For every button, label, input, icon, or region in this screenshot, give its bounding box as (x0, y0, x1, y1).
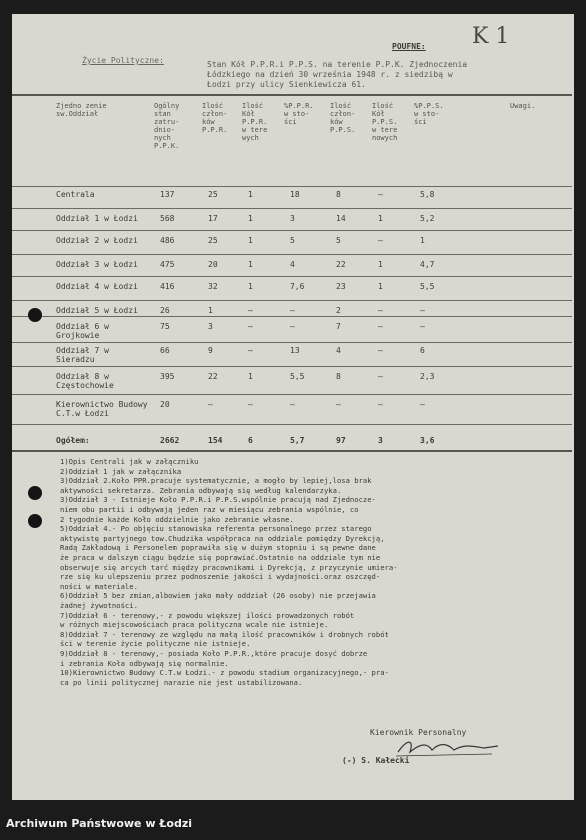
table-cell: 5 (336, 236, 341, 245)
table-cell: 3 (290, 214, 295, 223)
column-header: Ilość Kół P.P.R. w tere wych (242, 102, 268, 142)
table-cell: 18 (290, 190, 300, 199)
table-cell: 5,5 (290, 372, 305, 381)
table-cell: 25 (208, 236, 218, 245)
table-cell: 5,2 (420, 214, 435, 223)
table-rule (12, 394, 572, 395)
total-row-name: Ogółem: (56, 436, 90, 445)
table-cell: 2 (336, 306, 341, 315)
table-rule (12, 342, 572, 343)
total-cell: 97 (336, 436, 346, 445)
table-cell: 1 (248, 372, 253, 381)
signature-name: (-) S. Kałecki (342, 756, 410, 765)
table-cell: — (378, 346, 383, 355)
note-line: 3)Oddział 2.Koło PPR.pracuje systematycznie, a mogło by lepiej,losa brak (60, 476, 372, 486)
table-cell: — (378, 236, 383, 245)
note-line: ności w materiale. (60, 581, 138, 591)
section-label: Życie Polityczne: (82, 56, 164, 65)
table-cell: 1 (208, 306, 213, 315)
row-name: Oddział 8 w Częstochowie (56, 372, 114, 390)
table-cell: 3 (208, 322, 213, 331)
column-header: %P.P.R. w sto- ści (284, 102, 314, 126)
punch-hole (28, 514, 42, 528)
table-cell: — (248, 346, 253, 355)
table-cell: 9 (208, 346, 213, 355)
note-line: aktywistę partyjnego tow.Chudzika współpraca na oddziale pomiędzy Dyrekcją, (60, 533, 385, 543)
table-cell: — (290, 400, 295, 409)
table-cell: — (208, 400, 213, 409)
total-cell: 5,7 (290, 436, 305, 445)
table-cell: 4,7 (420, 260, 435, 269)
row-name: Oddział 3 w Łodzi (56, 260, 138, 269)
note-line: że praca w dalszym ciągu będzie się poprawiać.Ostatnio na oddziale tym nie (60, 553, 381, 562)
table-cell: 475 (160, 260, 175, 269)
total-cell: 2662 (160, 436, 180, 445)
row-name: Oddział 7 w Sieradzu (56, 346, 109, 364)
table-cell: 13 (290, 346, 300, 355)
table-cell: — (290, 322, 295, 331)
table-rule (12, 276, 572, 277)
table-cell: 2,3 (420, 372, 435, 381)
table-cell: — (378, 306, 383, 315)
table-cell: 7,6 (290, 282, 305, 291)
note-line: żadnej żywotności. (60, 601, 138, 610)
title-line-2: Łódzkiego na dzień 30 września 1948 r. z siedzibą w (207, 70, 453, 79)
total-cell: 6 (248, 436, 253, 445)
note-line: 6)Oddział 5 bez zmian,albowiem jako mały oddział (26 osoby) nie przejawia (60, 591, 376, 601)
table-cell: — (378, 322, 383, 331)
punch-hole (28, 486, 42, 500)
row-name: Oddział 5 w Łodzi (56, 306, 138, 315)
table-rule (12, 186, 572, 187)
note-line: ca po linii politycznej narazie nie jest ustabilizowana. (60, 677, 303, 687)
table-cell: — (378, 400, 383, 409)
table-cell: — (420, 306, 425, 315)
table-cell: 14 (336, 214, 346, 223)
archive-footer (0, 808, 586, 840)
note-line: rze się ku ulepszeniu przez podnoszenie jakości i wydajności.oraz oszczęd- (60, 572, 381, 582)
note-line: 10)Kierownictwo Budowy C.T.w Łodzi.- z powodu stadium organizacyjnego,- pra- (60, 668, 389, 678)
table-cell: 137 (160, 190, 175, 199)
corner-handwritten-mark: K 1 (472, 24, 510, 49)
table-cell: 4 (336, 346, 341, 355)
note-line: 2 tygodnie każde Koło oddzielnie jako zebranie własne. (60, 514, 294, 524)
note-line: Radą Zakładową i Personelem poprawiła się w dużym stopniu i są pewne dane (60, 543, 376, 553)
table-cell: 486 (160, 236, 175, 245)
table-cell: 1 (248, 190, 253, 199)
note-line: 2)Oddział 1 jak w załącznika (60, 466, 182, 476)
row-name: Kierownictwo Budowy C.T.w Łodzi (56, 400, 148, 418)
column-header: Ilość człon- ków P.P.S. (330, 102, 356, 134)
table-cell: 75 (160, 322, 170, 331)
punch-hole (28, 308, 42, 322)
table-cell: 568 (160, 214, 175, 223)
classification-label: POUFNE: (392, 42, 426, 51)
table-cell: 26 (160, 306, 170, 315)
total-cell: 154 (208, 436, 223, 445)
table-rule (12, 366, 572, 367)
row-name: Oddział 4 w Łodzi (56, 282, 138, 291)
table-cell: 6 (420, 346, 425, 355)
note-line: 5)Oddział 4.- Po objęciu stanowiska referenta personalnego przez starego (60, 524, 372, 534)
title-line-1: Stan Kół P.P.R.i P.P.S. na terenie P.P.K. Zjednoczenia (207, 60, 468, 69)
table-rule (12, 230, 572, 231)
table-cell: — (420, 322, 425, 331)
table-cell: — (248, 306, 253, 315)
column-header: Ilość człon- ków P.P.R. (202, 102, 228, 134)
column-header: Ilość Kół P.P.S. w tere nowych (372, 102, 398, 142)
signature-role: Kierownik Personalny (370, 728, 467, 737)
archive-label: Archiwum Państwowe w Łodzi (6, 817, 193, 830)
table-cell: 17 (208, 214, 218, 223)
table-cell: 4 (290, 260, 295, 269)
table-cell: — (248, 400, 253, 409)
table-cell: — (378, 372, 383, 381)
table-cell: 5,8 (420, 190, 435, 199)
column-header: Ogólny stan zatru- dnio- nych P.P.K. (154, 102, 180, 150)
table-rule (12, 300, 572, 301)
row-name: Oddział 2 w Łodzi (56, 236, 138, 245)
column-header: Zjedno zenie sw.Oddział (56, 102, 107, 118)
note-line: w różnych miejscowościach praca polityczna wcale nie istnieje. (60, 620, 329, 630)
table-cell: 20 (208, 260, 218, 269)
table-cell: 1 (378, 214, 383, 223)
table-cell: 32 (208, 282, 218, 291)
note-line: 3)Oddział 3 - Istnieje Koło P.P.R.i P.P.S.wspólnie pracują nad Zjednocze- (60, 495, 376, 505)
column-header: Uwagi. (510, 102, 536, 110)
table-cell: 22 (208, 372, 218, 381)
table-cell: 7 (336, 322, 341, 331)
total-cell: 3,6 (420, 436, 435, 445)
table-cell: 23 (336, 282, 346, 291)
document-page (12, 14, 574, 800)
table-cell: 5 (290, 236, 295, 245)
table-cell: — (420, 400, 425, 409)
table-rule (12, 254, 572, 255)
table-top-rule (12, 94, 572, 96)
note-line: 7)Oddział 6 - terenowy,- z powodu większej ilości prowadzonych robót (60, 610, 355, 620)
note-line: ści w terenie życie polityczne nie istnieje. (60, 639, 251, 649)
note-line: 1)Opis Centrali jak w załączniku (60, 457, 199, 466)
table-cell: — (336, 400, 341, 409)
note-line: aktywności sekretarza. Zebrania odbywają się według kalendarzyka. (60, 485, 342, 495)
table-cell: 1 (378, 260, 383, 269)
table-rule (12, 316, 572, 317)
note-line: niem obu partii i odbywają jeden raz w miesiącu zebrania wspólnie, co (60, 505, 359, 514)
note-line: 8)Oddział 7 - terenowy ze względu na małą ilość pracowników i drobnych robót (60, 629, 389, 639)
note-line: 9)Oddział 8 - terenowy,- posiada Koło P.P.R.,które pracuje dosyć dobrze (60, 649, 368, 658)
table-cell: 416 (160, 282, 175, 291)
table-cell: 1 (420, 236, 425, 245)
table-cell: 20 (160, 400, 170, 409)
table-cell: — (290, 306, 295, 315)
row-name: Centrala (56, 190, 95, 199)
table-cell: — (248, 322, 253, 331)
table-cell: 25 (208, 190, 218, 199)
total-cell: 3 (378, 436, 383, 445)
note-line: obserwuje się arcych tarć między pracownikami i Dyrekcją, z przyczynie umiera- (60, 562, 398, 572)
table-cell: 1 (248, 214, 253, 223)
table-cell: 5,5 (420, 282, 435, 291)
table-cell: 8 (336, 190, 341, 199)
table-cell: 1 (248, 236, 253, 245)
table-cell: 8 (336, 372, 341, 381)
table-cell: 395 (160, 372, 175, 381)
table-bottom-rule (12, 450, 572, 452)
table-cell: 1 (248, 282, 253, 291)
row-name: Oddział 6 w Grojkowie (56, 322, 109, 340)
note-line: i zebrania Koła odbywają się normalnie. (60, 658, 229, 668)
column-header: %P.P.S. w sto- ści (414, 102, 444, 126)
row-name: Oddział 1 w Łodzi (56, 214, 138, 223)
table-rule (12, 208, 572, 209)
table-cell: 66 (160, 346, 170, 355)
table-cell: 22 (336, 260, 346, 269)
table-cell: 1 (378, 282, 383, 291)
table-rule (12, 424, 572, 425)
table-cell: — (378, 190, 383, 199)
title-line-3: Łodzi przy ulicy Sienkiewicza 61. (207, 80, 366, 89)
table-cell: 1 (248, 260, 253, 269)
